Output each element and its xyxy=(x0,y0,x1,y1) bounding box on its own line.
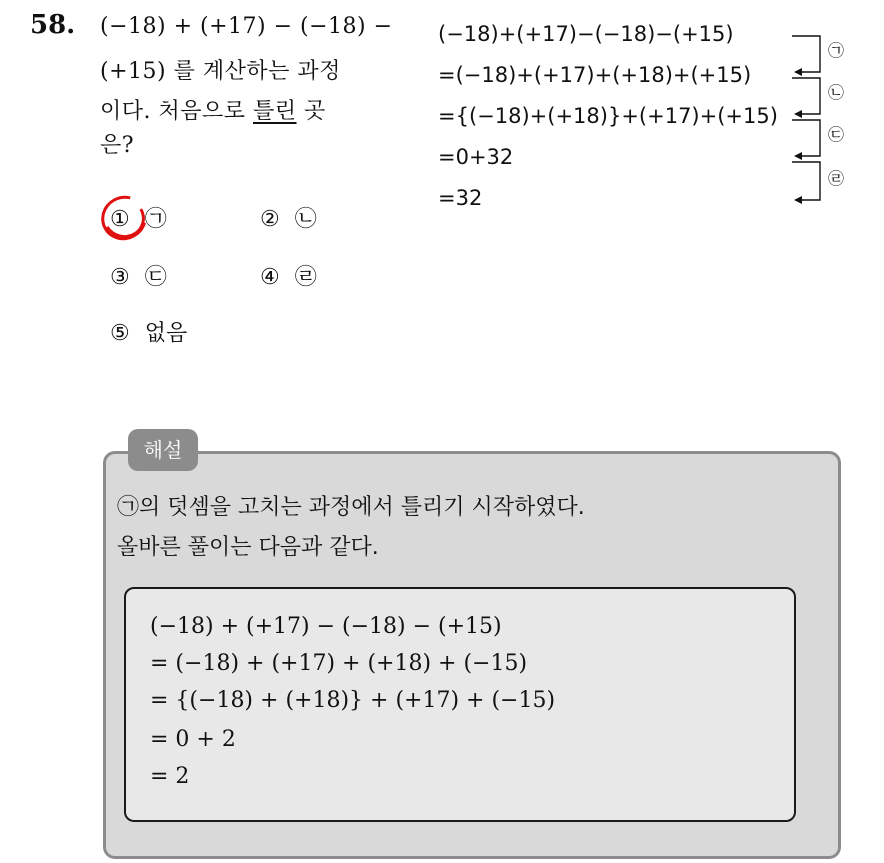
solution-text-2: 올바른 풀이는 다음과 같다. xyxy=(117,535,379,560)
step-line-4: =0+32 xyxy=(438,145,514,169)
choice-2[interactable] xyxy=(260,202,317,233)
choice-1-number: ① xyxy=(110,207,130,232)
question-number: 58. xyxy=(30,10,76,40)
choice-5[interactable] xyxy=(110,316,187,347)
solution-math-line-5: = 2 xyxy=(150,764,190,789)
step-label-2: ㉡ xyxy=(828,83,845,102)
choice-4[interactable] xyxy=(260,260,317,291)
choice-2-text: ㉡ xyxy=(294,207,317,232)
step-line-2: =(−18)+(+17)+(+18)+(+15) xyxy=(438,63,752,87)
arrow-head-icon xyxy=(794,68,802,76)
question-underlined-word: 틀린 xyxy=(253,99,297,124)
question-line-3-head: 이다. 처음으로 xyxy=(100,99,253,124)
step-line-1: (−18)+(+17)−(−18)−(+15) xyxy=(438,22,734,46)
question-line-2: (+15) 를 계산하는 과정 xyxy=(100,59,341,84)
question-line-3-tail: 곳 xyxy=(296,99,326,124)
solution-tag: 해설 xyxy=(128,429,198,471)
choice-3-number: ③ xyxy=(110,265,130,290)
choice-3[interactable] xyxy=(110,260,167,291)
step-label-3: ㉢ xyxy=(828,125,845,144)
bracket-4 xyxy=(792,162,820,200)
solution-text-1: ㉠의 덧셈을 고치는 과정에서 틀리기 시작하였다. xyxy=(117,495,585,520)
choice-3-text: ㉢ xyxy=(144,265,167,290)
choice-5-number: ⑤ xyxy=(110,321,130,346)
choice-4-text: ㉣ xyxy=(294,265,317,290)
solution-math-line-4: = 0 + 2 xyxy=(150,727,236,752)
question-line-3 xyxy=(100,94,326,125)
step-label-1: ㉠ xyxy=(828,41,845,60)
choice-2-number: ② xyxy=(260,207,280,232)
step-label-4: ㉣ xyxy=(828,169,845,188)
question-line-4: 은? xyxy=(100,133,135,158)
arrow-head-icon xyxy=(794,110,802,118)
bracket-1 xyxy=(792,36,820,72)
bracket-2 xyxy=(792,78,820,114)
choice-4-number: ④ xyxy=(260,265,280,290)
arrow-head-icon xyxy=(794,152,802,160)
choice-5-text: 없음 xyxy=(144,321,188,346)
question-line-1: (−18) + (+17) − (−18) − xyxy=(100,14,393,39)
step-line-5: =32 xyxy=(438,186,483,210)
arrow-head-icon xyxy=(794,196,802,204)
bracket-3 xyxy=(792,120,820,156)
choice-1[interactable] xyxy=(110,202,167,233)
solution-math-line-1: (−18) + (+17) − (−18) − (+15) xyxy=(150,614,502,639)
solution-math-line-3: = {(−18) + (+18)} + (+17) + (−15) xyxy=(150,688,556,713)
step-brackets xyxy=(790,28,830,213)
choice-1-text: ㉠ xyxy=(144,207,167,232)
solution-math-line-2: = (−18) + (+17) + (+18) + (−15) xyxy=(150,651,528,676)
step-line-3: ={(−18)+(+18)}+(+17)+(+15) xyxy=(438,104,778,128)
